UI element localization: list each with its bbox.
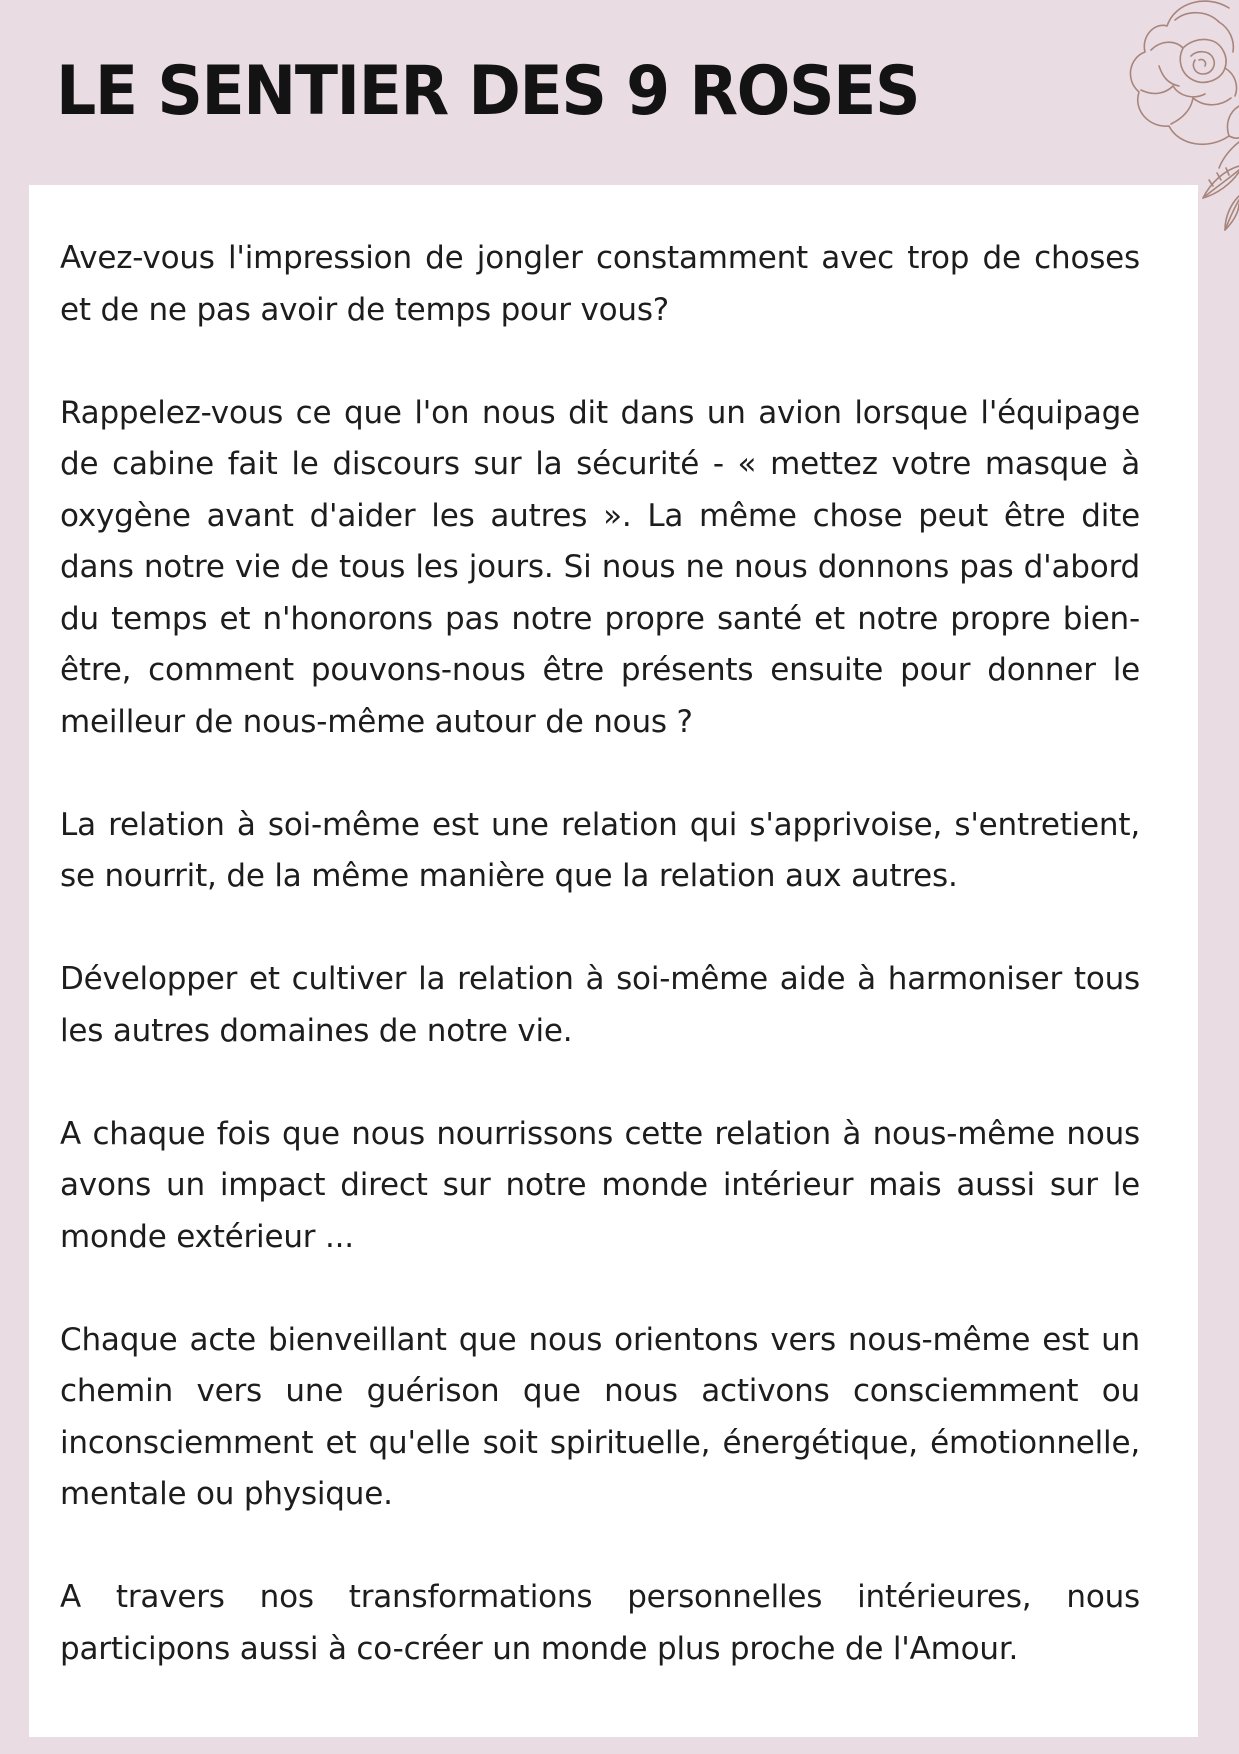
- paragraph-healing: Chaque acte bienveillant que nous orientons vers nous-même est un chemin vers une guérison que nous activons consciemment ou inconsciemment et qu'elle soit spirituelle, énergétique, émotionnelle, mentale ou physique.: [60, 1321, 1140, 1512]
- paragraph-inner-world: A chaque fois que nous nourrissons cette relation à nous-même nous avons un impact direct sur notre monde intérieur mais aussi sur le monde extérieur ...: [60, 1115, 1140, 1255]
- page-title: LE SENTIER DES 9 ROSES: [56, 52, 920, 131]
- paragraph-love: A travers nos transformations personnelles intérieures, nous participons aussi à co-créer un monde plus proche de l'Amour.: [60, 1579, 1140, 1667]
- paragraph-intro-question: Avez-vous l'impression de jongler constamment avec trop de choses et de ne pas avoir de temps pour vous?: [60, 240, 1140, 328]
- body-text: [60, 233, 1140, 1675]
- paragraph-oxygen-mask: Rappelez-vous ce que l'on nous dit dans un avion lorsque l'équipage de cabine fait le discours sur la sécurité - « mettez votre masque à oxygène avant d'aider les autres ». La même chose peut être dite dans notre vie de tous les jours. Si nous ne nous donnons pas d'abord du temps et n'honorons pas notre propre santé et notre propre bien-être, comment pouvons-nous être présents ensuite pour donner le meilleur de nous-même autour de nous ?: [60, 394, 1140, 740]
- content-card: [29, 185, 1198, 1737]
- paragraph-self-relationship: La relation à soi-même est une relation qui s'apprivoise, s'entretient, se nourrit, de la même manière que la relation aux autres.: [60, 806, 1140, 894]
- paragraph-harmonize: Développer et cultiver la relation à soi-même aide à harmoniser tous les autres domaines de notre vie.: [60, 961, 1140, 1049]
